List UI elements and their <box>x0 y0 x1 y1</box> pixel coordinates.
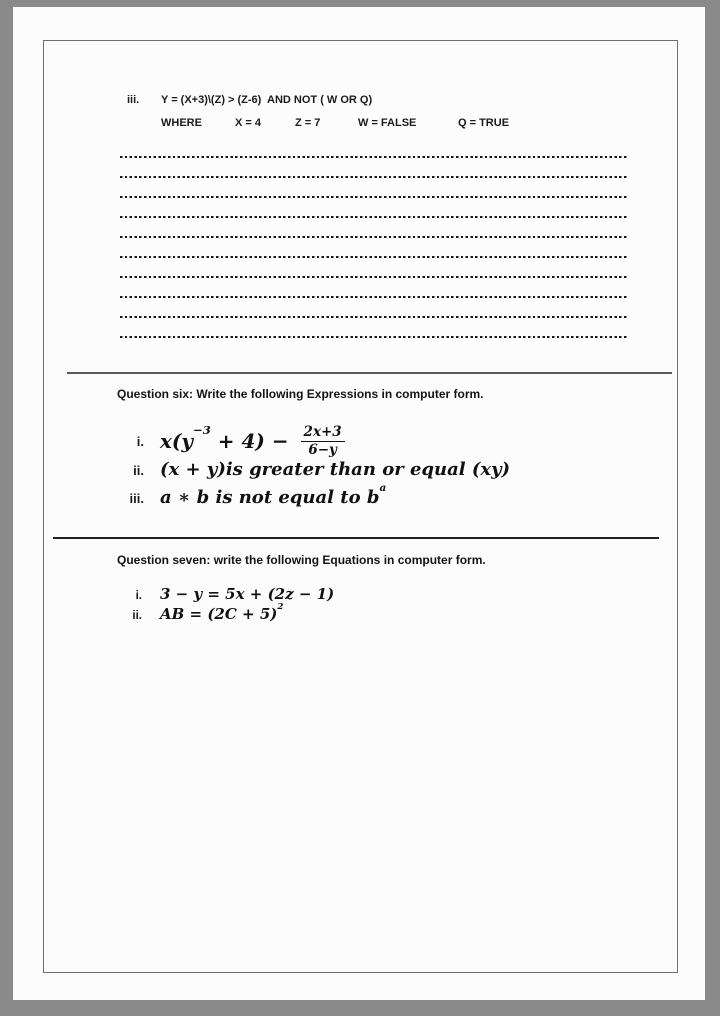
question-six-item-iii <box>116 481 387 509</box>
question-six-item-i <box>116 425 345 458</box>
item-label: i. <box>136 433 144 449</box>
question-seven-item-ii <box>124 601 284 623</box>
item-label-iii: iii. <box>127 94 140 106</box>
item-label: ii. <box>132 610 142 622</box>
exponent: 2 <box>277 601 284 612</box>
fraction-numerator: 2x+3 <box>301 425 345 442</box>
answer-dotted-line <box>120 216 627 218</box>
math-expression: a ∗ b is not equal to $b^a$ <box>160 481 387 508</box>
item-label: ii. <box>133 463 144 478</box>
boolean-expression: Y = (X+3)\(Z) > (Z-6) AND NOT ( W OR Q) <box>161 94 373 106</box>
item-label: iii. <box>129 491 144 506</box>
where-keyword: WHERE <box>161 117 202 129</box>
exponent: −3 <box>193 423 211 438</box>
boolean-question-line <box>127 94 372 107</box>
section-divider <box>53 537 659 539</box>
answer-dotted-line <box>120 156 627 158</box>
assignment-z: Z = 7 <box>295 117 321 129</box>
math-expression: $x(y^{-3} + 4)$ − <box>160 423 296 453</box>
assignment-w: W = FALSE <box>358 117 417 129</box>
assignment-q: Q = TRUE <box>458 117 510 129</box>
answer-dotted-line <box>120 176 627 178</box>
question-six-item-ii <box>116 460 510 481</box>
math-equation: 3 − y = 5x + (2z − 1) <box>160 585 335 603</box>
question-seven-item-i <box>124 586 334 603</box>
answer-lines <box>120 156 627 340</box>
where-assignments-line <box>161 117 601 131</box>
fraction-denominator: 6−y <box>308 441 337 458</box>
assignment-x: X = 4 <box>235 117 261 129</box>
answer-dotted-line <box>120 316 627 318</box>
answer-dotted-line <box>120 256 627 258</box>
answer-dotted-line <box>120 276 627 278</box>
answer-dotted-line <box>120 236 627 238</box>
answer-dotted-line <box>120 336 627 338</box>
question-six-title: Question six: Write the following Expressions in computer form. <box>117 387 484 401</box>
math-equation: AB = $(2C + 5)^2$ <box>160 601 284 623</box>
answer-dotted-line <box>120 296 627 298</box>
item-label: i. <box>135 590 142 602</box>
question-seven-title: Question seven: write the following Equations in computer form. <box>117 553 486 567</box>
fraction <box>301 425 345 458</box>
exponent: a <box>379 481 387 494</box>
answer-dotted-line <box>120 196 627 198</box>
math-expression: (x + y)is greater than or equal (xy) <box>160 459 511 480</box>
section-divider <box>67 372 672 374</box>
